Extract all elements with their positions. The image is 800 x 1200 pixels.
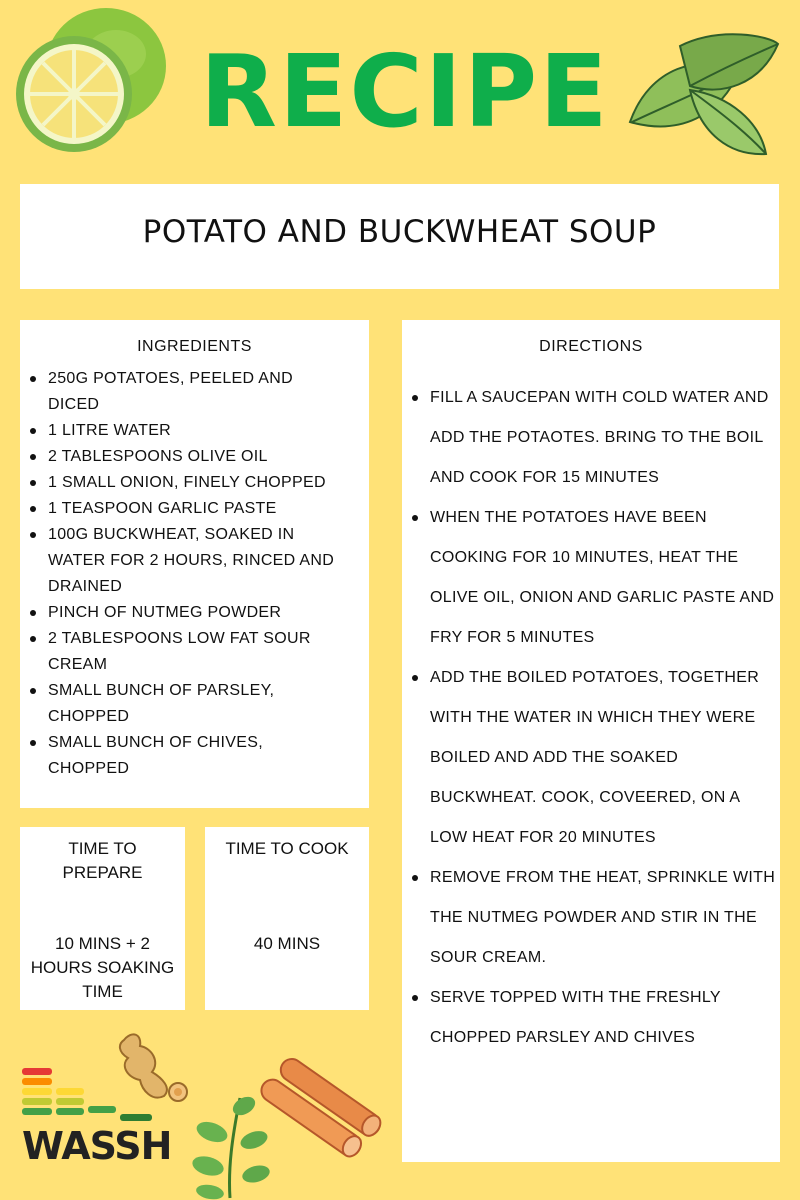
directions-list xyxy=(430,378,778,1058)
cook-time-value: 40 MINS xyxy=(253,934,321,953)
ingredients-card xyxy=(20,320,369,808)
list-item: 2 TABLESPOONS OLIVE OIL xyxy=(48,444,348,470)
cook-time-label: TIME TO COOK xyxy=(225,839,349,858)
basil-leaves-icon xyxy=(620,26,782,158)
ingredients-heading: INGREDIENTS xyxy=(137,338,252,355)
recipe-name: POTATO AND BUCKWHEAT SOUP xyxy=(142,214,657,250)
directions-heading: DIRECTIONS xyxy=(539,338,643,355)
logo-text: WASSH xyxy=(22,1124,172,1168)
list-item: 2 TABLESPOONS LOW FAT SOUR CREAM xyxy=(48,626,348,678)
prep-time-label: TIME TO PREPARE xyxy=(62,839,143,882)
list-item: 100G BUCKWHEAT, SOAKED IN WATER FOR 2 HOURS, RINCED AND DRAINED xyxy=(48,522,348,600)
cook-time-card xyxy=(205,827,369,1010)
list-item: 1 SMALL ONION, FINELY CHOPPED xyxy=(48,470,348,496)
cinnamon-sticks-icon xyxy=(258,1040,390,1172)
recipe-name-card xyxy=(20,184,779,289)
list-item: SMALL BUNCH OF PARSLEY, CHOPPED xyxy=(48,678,348,730)
list-item: PINCH OF NUTMEG POWDER xyxy=(48,600,348,626)
list-item: SMALL BUNCH OF CHIVES, CHOPPED xyxy=(48,730,348,782)
list-item: 250G POTATOES, PEELED AND DICED xyxy=(48,366,348,418)
lime-icon xyxy=(6,4,168,154)
list-item: FILL A SAUCEPAN WITH COLD WATER AND ADD THE POTAOTES. BRING TO THE BOIL AND COOK FOR 15 MINUTES xyxy=(430,378,778,498)
prep-time-value: 10 MINS + 2 HOURS SOAKING TIME xyxy=(30,934,175,1001)
list-item: WHEN THE POTATOES HAVE BEEN COOKING FOR 10 MINUTES, HEAT THE OLIVE OIL, ONION AND GARLIC PASTE AND FRY FOR 5 MINUTES xyxy=(430,498,778,658)
list-item: 1 LITRE WATER xyxy=(48,418,348,444)
list-item: REMOVE FROM THE HEAT, SPRINKLE WITH THE NUTMEG POWDER AND STIR IN THE SOUR CREAM. xyxy=(430,858,778,978)
list-item: SERVE TOPPED WITH THE FRESHLY CHOPPED PARSLEY AND CHIVES xyxy=(430,978,778,1058)
directions-card xyxy=(402,320,780,1162)
prep-time-card xyxy=(20,827,185,1010)
list-item: 1 TEASPOON GARLIC PASTE xyxy=(48,496,348,522)
page-title: RECIPE xyxy=(200,33,610,150)
list-item: ADD THE BOILED POTATOES, TOGETHER WITH THE WATER IN WHICH THEY WERE BOILED AND ADD THE SOAKED BUCKWHEAT. COOK, COVEERED, ON A LOW HEAT FOR 20 MINUTES xyxy=(430,658,778,858)
ingredients-list xyxy=(48,366,348,782)
